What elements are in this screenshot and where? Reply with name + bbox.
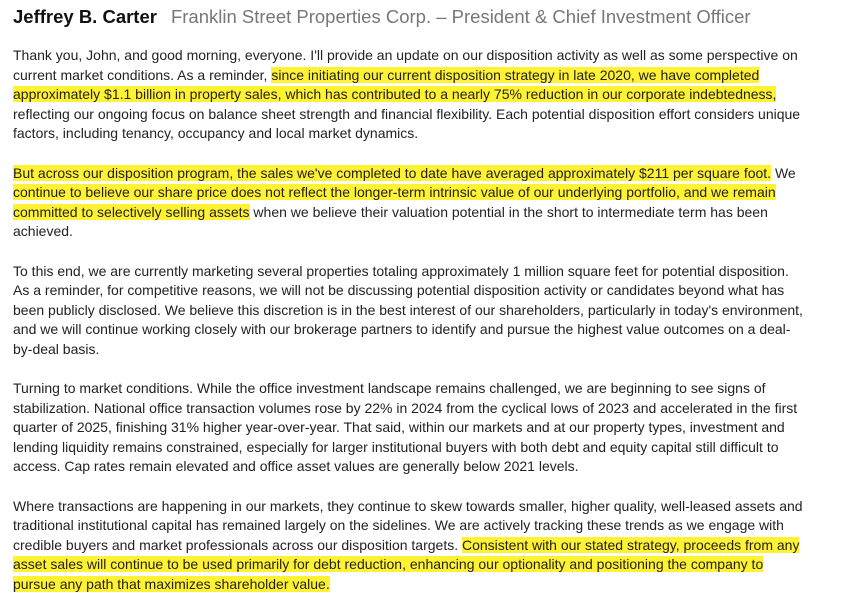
- paragraph-text: when we believe their valuation potential in the short to intermediate term has been achieved.: [13, 203, 768, 240]
- paragraph-text: reflecting our ongoing focus on balance sheet strength and financial flexibility. Each potential disposition effort considers unique factors, including tenancy, occupancy and local market dynamics.: [13, 105, 801, 142]
- paragraph-3: [13, 262, 803, 360]
- highlighted-text: Consistent with our stated strategy, proceeds from any asset sales will continue to be used primarily for debt reduction, enhancing our optionality and positioning the company to pursue any path that maximizes shareholder value.: [13, 536, 800, 593]
- paragraph-text: We: [771, 164, 796, 181]
- paragraph-text: Where transactions are happening in our markets, they continue to skew towards smaller, higher quality, well-leased assets and traditional institutional capital has remained largely on the sidelines. We are actively tracking these trends as we engage with credible buyers and market professionals across our disposition targets.: [13, 497, 803, 553]
- paragraph-5: [13, 497, 803, 595]
- highlighted-text: continue to believe our share price does not reflect the longer-term intrinsic value of our underlying portfolio, and we remain committed to selectively selling assets: [13, 184, 776, 220]
- speaker-header: [13, 6, 845, 32]
- paragraph-text: Turning to market conditions. While the office investment landscape remains challenged, we are beginning to see signs of stabilization. National office transaction volumes rose by 22% in 2024 from the cyclical lows of 2023 and accelerated in the first quarter of 2025, finishing 31% higher year-over-year. That said, within our markets and at our property types, investment and lending liquidity remains constrained, especially for larger institutional buyers with both debt and equity capital still difficult to access. Cap rates remain elevated and office asset values are generally below 2021 levels.: [13, 380, 798, 475]
- speaker-title: Franklin Street Properties Corp. – President & Chief Investment Officer: [170, 6, 751, 27]
- paragraph-text: Thank you, John, and good morning, everyone. I'll provide an update on our disposition activity as well as some perspective on current market conditions. As a reminder,: [13, 47, 798, 83]
- speaker-name: Jeffrey B. Carter: [13, 6, 157, 27]
- paragraph-4: [13, 379, 803, 477]
- paragraph-1: [13, 46, 803, 144]
- paragraph-2: [13, 164, 803, 242]
- paragraph-text: To this end, we are currently marketing several properties totaling approximately 1 million square feet for potential disposition. As a reminder, for competitive reasons, we will not be discussing potential disposition activity or candidates beyond what has been publicly disclosed. We believe this discretion is in the best interest of our shareholders, particularly in today's environment, and we will continue working closely with our brokerage partners to identify and pursue the highest value outcomes on a deal-by-deal basis.: [13, 262, 803, 357]
- highlighted-text: since initiating our current disposition strategy in late 2020, we have completed approximately $1.1 billion in property sales, which has contributed to a nearly 75% reduction in our corporate indebtedness,: [13, 66, 777, 103]
- highlighted-text: But across our disposition program, the sales we've completed to date have averaged approximately $211 per square foot.: [13, 164, 772, 181]
